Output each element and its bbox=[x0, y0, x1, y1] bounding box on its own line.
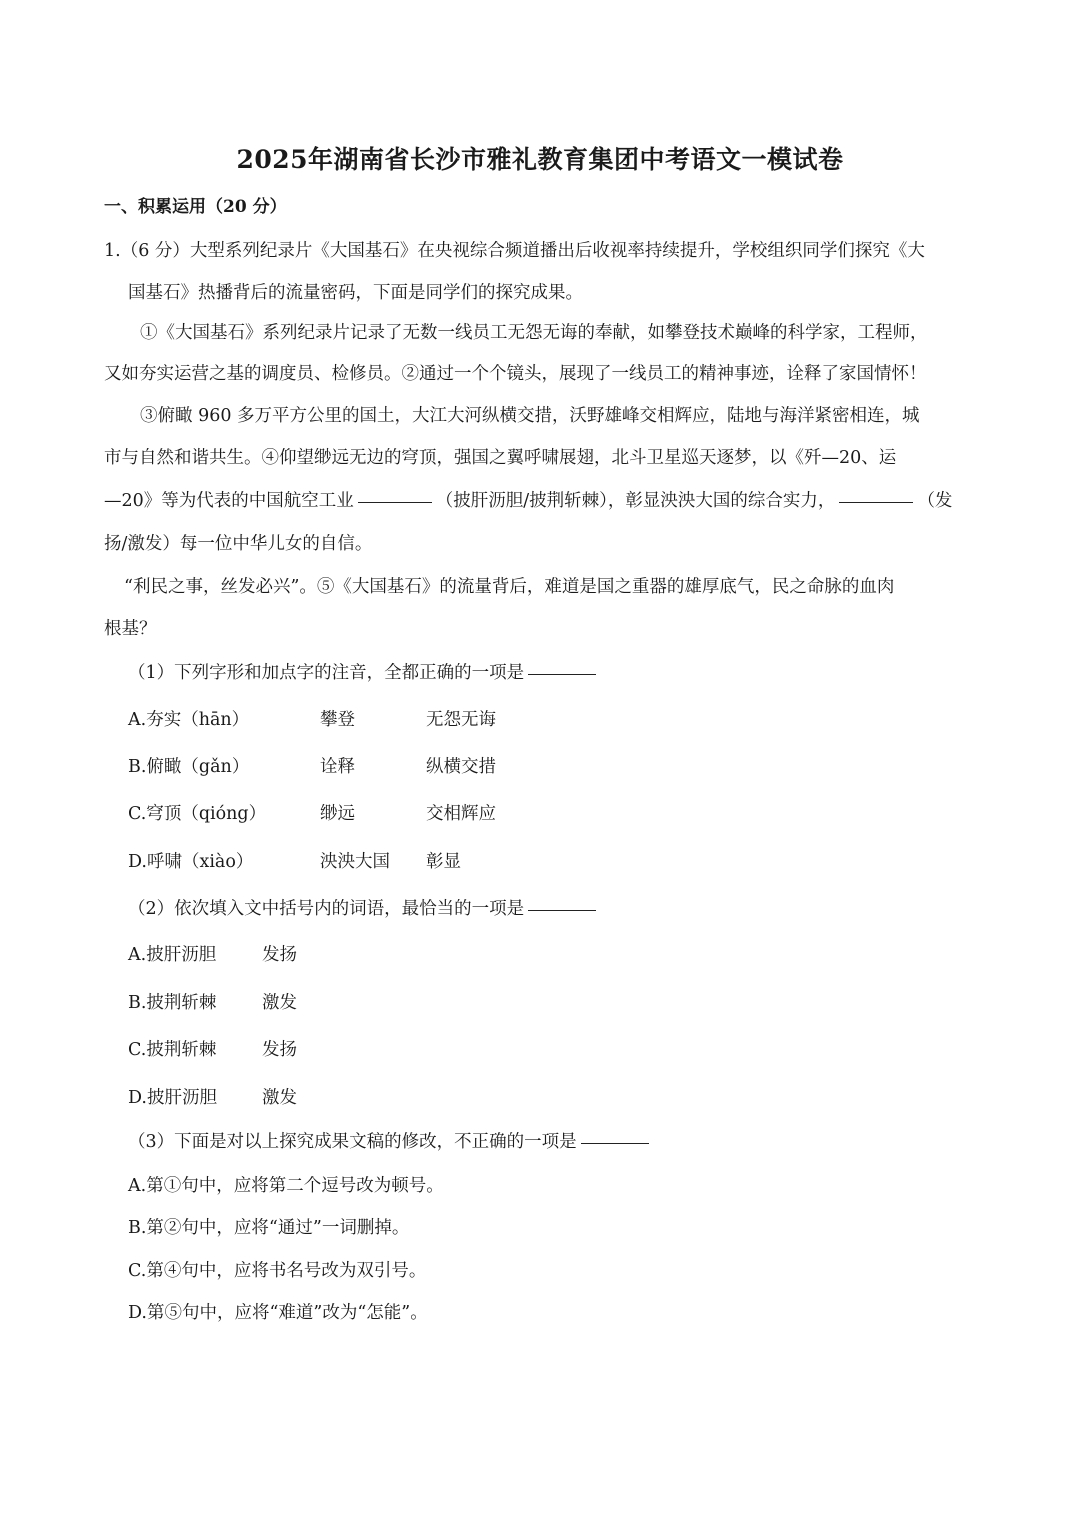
q1-p2-line4: 扬/激发）每一位中华儿女的自信。 bbox=[104, 534, 373, 554]
sub1-option-a: A.夯实（hān） bbox=[128, 710, 250, 730]
section-heading: 一、积累运用（20 分） bbox=[104, 197, 287, 217]
sub1-stem-text: （1）下列字形和加点字的注音，全都正确的一项是 bbox=[128, 663, 525, 683]
sub1-option-b-word3: 纵横交措 bbox=[426, 757, 496, 777]
sub2-option-c-word2: 发扬 bbox=[262, 1040, 297, 1060]
sub3-stem-text: （3）下面是对以上探究成果文稿的修改，不正确的一项是 bbox=[128, 1132, 577, 1152]
q1-p2-line2: 市与自然和谐共生。④仰望缈远无边的穹顶，强国之翼呼啸展翅，北斗卫星巡天逐梦，以《歼—20、运 bbox=[104, 448, 897, 468]
sub1-option-d-word2: 泱泱大国 bbox=[320, 852, 390, 872]
sub1-stem bbox=[128, 660, 600, 686]
q1-p2-line3-part-b: （披肝沥胆/披荆斩棘），彰显泱泱大国的综合实力， bbox=[435, 491, 836, 511]
exam-title: 2025年湖南省长沙市雅礼教育集团中考语文一模试卷 bbox=[236, 145, 844, 174]
q1-p2-line3-part-a: —20》等为代表的中国航空工业 bbox=[104, 491, 354, 511]
sub1-option-d: D.呼啸（xiào） bbox=[128, 852, 254, 872]
fill-blank-1[interactable] bbox=[358, 501, 432, 503]
q1-p2-line3-part-c: （发 bbox=[917, 491, 953, 511]
sub3-option-c: C.第④句中，应将书名号改为双引号。 bbox=[128, 1261, 427, 1281]
q1-p2-line3 bbox=[104, 488, 952, 514]
sub2-option-b: B.披荆斩棘 bbox=[128, 993, 217, 1013]
fill-blank-2[interactable] bbox=[839, 501, 913, 503]
answer-blank-sub3[interactable] bbox=[581, 1142, 649, 1144]
sub3-option-a: A.第①句中，应将第二个逗号改为顿号。 bbox=[128, 1176, 444, 1196]
sub2-stem bbox=[128, 896, 600, 922]
q1-p3-line2: 根基？ bbox=[104, 619, 157, 639]
q1-intro-line2: 国基石》热播背后的流量密码，下面是同学们的探究成果。 bbox=[128, 283, 583, 303]
q1-p1-line2: 又如夯实运营之基的调度员、检修员。②通过一个个镜头，展现了一线员工的精神事迹，诠释了家国情怀！ bbox=[104, 364, 927, 384]
sub1-option-a-word3: 无怨无诲 bbox=[426, 710, 496, 730]
sub2-option-d: D.披肝沥胆 bbox=[128, 1088, 217, 1108]
answer-blank-sub2[interactable] bbox=[528, 909, 596, 911]
sub1-option-b-word2: 诠释 bbox=[320, 757, 355, 777]
sub2-stem-text: （2）依次填入文中括号内的词语，最恰当的一项是 bbox=[128, 899, 525, 919]
sub3-stem bbox=[128, 1129, 653, 1155]
sub2-option-b-word2: 激发 bbox=[262, 993, 297, 1013]
sub1-option-c: C.穹顶（qióng） bbox=[128, 804, 267, 824]
q1-p2-line1: ③俯瞰 960 多万平方公里的国土，大江大河纵横交措，沃野雄峰交相辉应，陆地与海洋紧密相连，城 bbox=[140, 406, 920, 426]
sub1-option-c-word2: 缈远 bbox=[320, 804, 355, 824]
q1-intro-line1: 1.（6 分）大型系列纪录片《大国基石》在央视综合频道播出后收视率持续提升，学校组织同学们探究《大 bbox=[104, 241, 925, 261]
sub1-option-b: B.俯瞰（gǎn） bbox=[128, 757, 250, 777]
sub2-option-a: A.披肝沥胆 bbox=[128, 945, 217, 965]
q1-p3-line1: “利民之事，丝发必兴”。⑤《大国基石》的流量背后，难道是国之重器的雄厚底气，民之命脉的血肉 bbox=[124, 577, 895, 597]
sub3-option-d: D.第⑤句中，应将“难道”改为“怎能”。 bbox=[128, 1303, 428, 1323]
answer-blank-sub1[interactable] bbox=[528, 673, 596, 675]
sub3-option-b: B.第②句中，应将“通过”一词删掉。 bbox=[128, 1218, 410, 1238]
sub1-option-d-word3: 彰显 bbox=[426, 852, 461, 872]
q1-p1-line1: ①《大国基石》系列纪录片记录了无数一线员工无怨无诲的奉献，如攀登技术巅峰的科学家，工程师， bbox=[140, 323, 928, 343]
sub2-option-a-word2: 发扬 bbox=[262, 945, 297, 965]
sub2-option-c: C.披荆斩棘 bbox=[128, 1040, 217, 1060]
sub1-option-c-word3: 交相辉应 bbox=[426, 804, 496, 824]
sub1-option-a-word2: 攀登 bbox=[320, 710, 355, 730]
sub2-option-d-word2: 激发 bbox=[262, 1088, 297, 1108]
